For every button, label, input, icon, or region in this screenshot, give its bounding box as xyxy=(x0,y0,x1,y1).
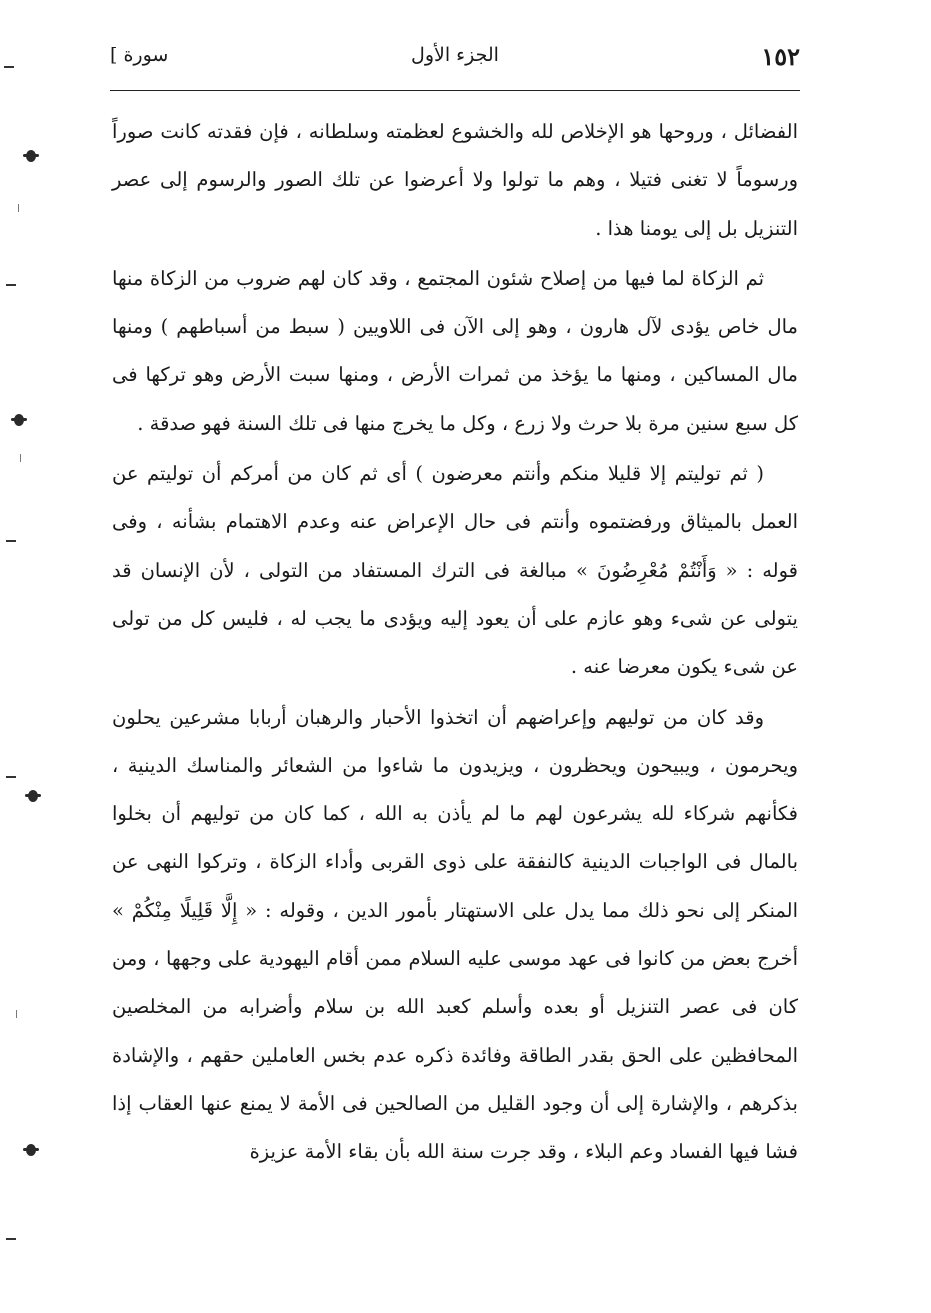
page-number: ١٥٢ xyxy=(761,42,800,71)
margin-tick xyxy=(20,454,21,462)
margin-scan-mark xyxy=(4,66,14,68)
margin-scan-mark xyxy=(6,540,16,542)
body-text xyxy=(112,108,798,1179)
margin-scan-mark xyxy=(6,284,16,286)
page-header xyxy=(110,38,800,78)
paragraph-continuation: الفضائل ، وروحها هو الإخلاص لله والخشوع لعظمته وسلطانه ، فإن فقدته كانت صوراً ورسوماً لا تغنى فتيلا ، وهم ما تولوا ولا أعرضوا عن تلك الصور والرسوم إلى عصر التنزيل بل إلى يومنا هذا . xyxy=(112,120,798,240)
margin-scan-mark xyxy=(6,1238,16,1240)
margin-tick xyxy=(16,1010,17,1018)
margin-ink-blot xyxy=(26,150,36,162)
margin-tick xyxy=(18,204,19,212)
running-title: الجزء الأول xyxy=(411,44,499,66)
margin-ink-blot xyxy=(14,414,24,426)
paragraph-turning-away: وقد كان من توليهم وإعراضهم أن اتخذوا الأحبار والرهبان أربابا مشرعين يحلون ويحرمون ، ويبيحون ويحظرون ، ويزيدون ما شاءوا من الشعائر والمناسك الدينية ، فكأنهم شركاء لله يشرعون لهم ما لم يأذن به الله ، كما كان من توليهم أن بخلوا بالمال فى الواجبات الدينية كالنفقة على ذوى القربى وأداء الزكاة ، وتركوا النهى عن المنكر إلى نحو ذلك مما يدل على الاستهتار بأمور الدين ، وقوله : « إِلَّا قَلِيلًا مِنْكُمْ » أخرج بعض من كانوا فى عهد موسى عليه السلام ممن أقام اليهودية على وجهها ، ومن كان فى عصر التنزيل أو بعده وأسلم كعبد الله بن سلام وأضرابه من المخلصين المحافظين على الحق بقدر الطاقة وفائدة ذكره عدم بخس العاملين حقهم ، والإشادة بذكرهم ، والإشارة إلى أن وجود القليل من الصالحين فى الأمة لا يمنع عنها العقاب إذا فشا فيها الفساد وعم البلاء ، وقد جرت سنة الله بأن بقاء الأمة عزيزة xyxy=(112,705,798,1164)
margin-ink-blot xyxy=(28,790,38,802)
paragraph-verse-commentary: ( ثم توليتم إلا قليلا منكم وأنتم معرضون ) أى ثم كان من أمركم أن توليتم عن العمل بالميثاق ورفضتموه وأنتم فى حال الإعراض عنه وعدم الاهتمام بشأنه ، وفى قوله : « وَأَنْتُمْ مُعْرِضُونَ » مبالغة فى الترك المستفاد من التولى ، لأن الإنسان قد يتولى عن شىء وهو عازم على أن يعود إليه ويؤدى ما يجب له ، فليس كل من تولى عن شىء يكون معرضا عنه . xyxy=(112,462,798,679)
header-divider xyxy=(110,90,800,91)
margin-scan-mark xyxy=(6,776,16,778)
surah-label: سورة ] xyxy=(110,44,169,66)
paragraph-zakat: ثم الزكاة لما فيها من إصلاح شئون المجتمع ، وقد كان لهم ضروب من الزكاة منها مال خاص يؤدى لآل هارون ، وهو إلى الآن فى اللاويين ( سبط من أسباطهم ) ومنها مال المساكين ، ومنها ما يؤخذ من ثمرات الأرض ، ومنها سبت الأرض وهو تركها فى كل سبع سنين مرة بلا حرث ولا زرع ، وكل ما يخرج منها فى تلك السنة فهو صدقة . xyxy=(112,266,798,435)
margin-ink-blot xyxy=(26,1144,36,1156)
